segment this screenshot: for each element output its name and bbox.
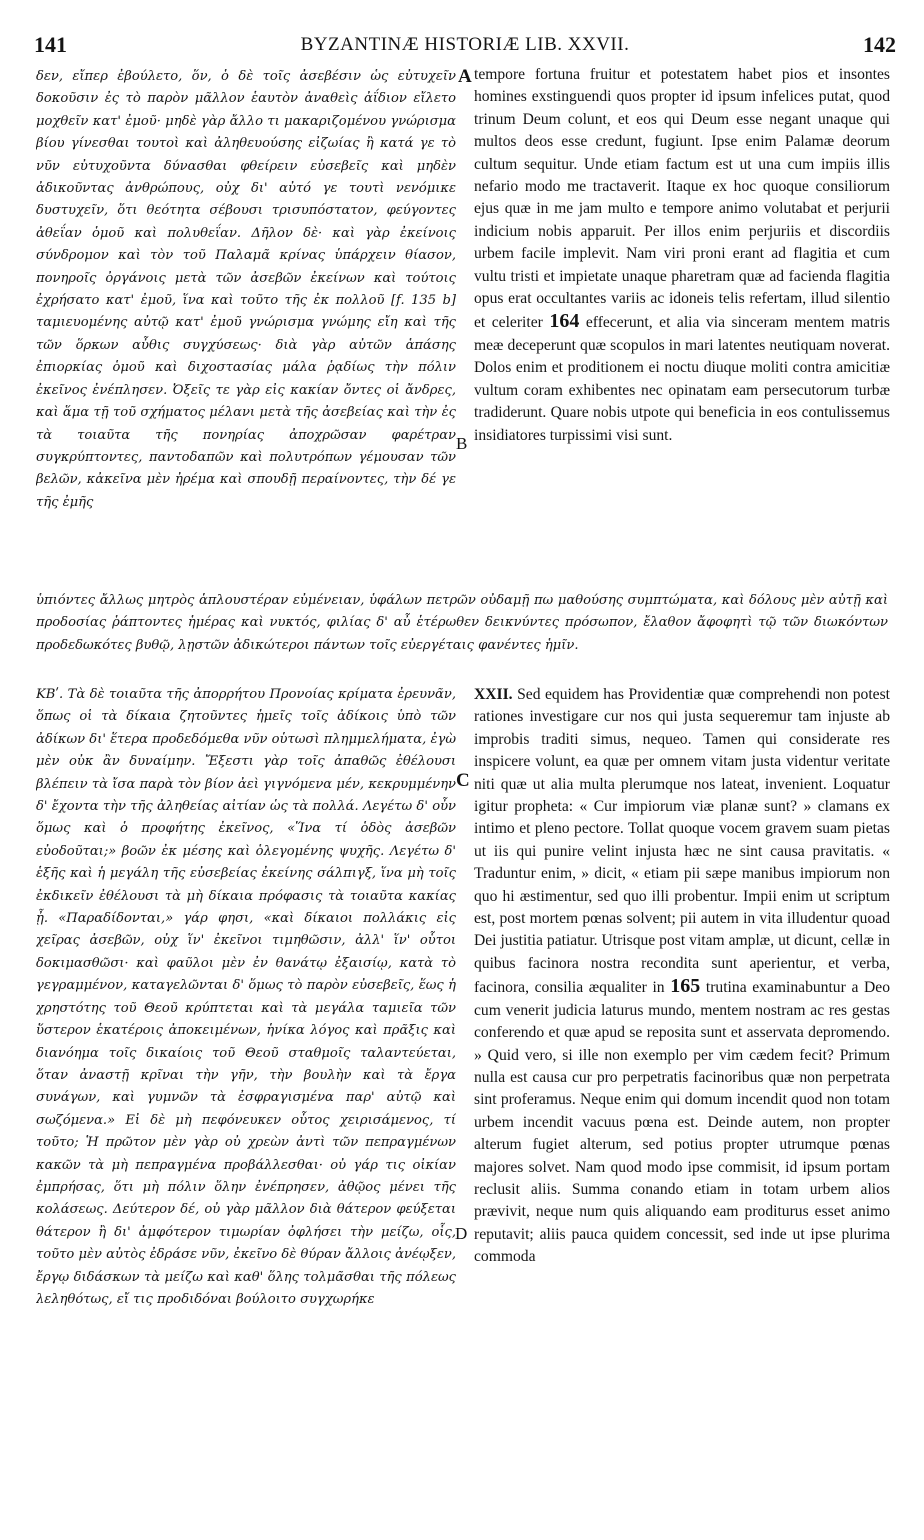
greek-text-span: ὑπιόντες ἄλλως μητρὸς ἁπλουστέραν εὐμένειαν, ὑφάλων πετρῶν οὐδαμῇ πω μαθούσης συμπτώματα, καὶ δόλους μὲν αὐτῇ καὶ προδοσίας ῥάπτοντες ἡμέρας καὶ νυκτός, φιλίας δ' αὖ ἑτέρωθεν δεικνύντες πρόσωπον, ἔλαθον ἄφοφητὶ τῷ τῶν διωκόντων προδεδωκότες βυθῷ, λῃστῶν ἀδικώτεροι πάντων τοῖς εὐεργέταις φανέντες ἡμῖν. xyxy=(36,593,888,653)
margin-page-number-165: 165 xyxy=(670,975,701,998)
latin-text-top-part1: tempore fortuna fruitur et potestatem habet pios et insontes homines exstinguendi quos propter id ipsum infelices putat, quod trinum Deum colunt, et eos qui Deum esse negant unaque qui multos deos esse credunt, fugiunt. Ipse enim Palamæ deorum cultum sequitur. Unde etiam factum est ut una cum impiis illis nefario modo me tractaverit. Itaque ex hoc quoque consiliorum ejus quæ in me jam multo e tempore animo volutabat et perjurii indicium nobis apparuit. Per illos enim perjuriis et discordiis urbem facile implevit. Nam viri proni erant ad flagitia et cum vultu tristi et impietate unaque pharetram quæ ad facienda flagitia opus erat occultantes variis ac idoneis telis refertam, illud silentio et celeriter xyxy=(474,66,890,332)
latin-text-top xyxy=(474,64,890,447)
latin-text-bottom xyxy=(474,684,890,1269)
greek-text-bottom: ΚΒʹ. Τὰ δὲ τοιαῦτα τῆς ἀπορρήτου Προνοίας κρίματα ἐρευνᾶν, ὅπως οἱ τὰ δίκαια ζητοῦντες ἡμεῖς τοῖς ἀδίκοις ὑπὸ τῶν ἀδίκων δι' ἕτερα προδεδόμεθα νῦν οὑτωσὶ πλημμελήματα, ἐγὼ μὲν οὐκ ἂν δυναίμην. Ἔξεστι γὰρ τοῖς ἀπαθῶς ἐθέλουσι βλέπειν τὰ ἴσα παρὰ τὸν βίον ἀεὶ γιγνόμενα μέν, κεκρυμμένην δ' ἔχοντα τὴν τῆς ἀληθείας αἰτίαν ὡς τὰ πολλά. Λεγέτω δ' οὖν ὅμως καὶ ὁ προφήτης ἐκεῖνος, «Ἵνα τί ὁδὸς ἀσεβῶν εὐοδοῦται;» βοῶν ἐκ μέσης καὶ ὁλεγομένης ψυχῆς. Λεγέτω δ' ἑξῆς καὶ ἡ μεγάλη τῆς εὐσεβείας ἐκείνης σάλπιγξ, ἵνα μὴ τοῖς ἐκδικεῖν ἐθέλουσι τὰ μὴ δίκαια πρόφασις τὰ τοιαῦτα κακίας ᾖ. «Παραδίδονται,» γάρ φησι, «καὶ δίκαιοι πολλάκις εἰς χεῖρας ἀσεβῶν, οὐχ ἵν' ἐκεῖνοι τιμηθῶσιν, ἀλλ' ἵν' οὗτοι δοκιμασθῶσι· καὶ φαῦλοι μὲν ἐν θανάτῳ ἐξαισίῳ, κατὰ τὸ γεγραμμένον, καταγελῶνται δ' ὅμως τὸ παρὸν εὐσεβεῖς, ἕως ἡ χρηστότης τοῦ Θεοῦ κρύπτεται καὶ τὰ μεγάλα ταμιεῖα τῶν ὕστερον ἑκατέροις ἀποκειμένων, ἡνίκα λόγος καὶ πρᾶξις καὶ διανόημα τοῖς δικαίοις τοῦ Θεοῦ σταθμοῖς ταλαντεύεται, ὅταν ἀναστῇ κρῖναι τὴν γῆν, τὴν βουλὴν καὶ τὰ ἔργα συνάγων, καὶ γυμνῶν τὰ ἐσφραγισμένα παρ' αὐτῷ καὶ σωζόμενα.» Εἰ δὲ μὴ πεφόνευκεν οὗτος χειρισάμενος, τί τοῦτο; Ἡ πρῶτον μὲν γὰρ οὐ χρεὼν ἀντὶ τῶν πεπραγμένων κακῶν τὰ μὴ πεπραγμένα προβάλλεσθαι· οὐ γάρ τις οἰκίαν ἐμπρήσας, ὅτι μὴ πόλιν ὅλην ἐνέπρησεν, ἀθῷος μένει τῆς κολάσεως. Δεύτερον δέ, οὐ γὰρ μᾶλλον διὰ θάτερον φεύξεται θάτερον ἢ δι' ἀμφότερον τιμωρίαν ὀφλήσει τὴν μείζω, οἷς, τοῦτο μὲν αὐτὸς ἐδράσε νῦν, ἐκεῖνο δὲ θύραν ἄλλοις ἀνέῳξεν, ἔργῳ διδάσκων τὰ μείζω καὶ καθ' ὅλης τολμᾶσθαι τῆς πόλεως λεληθότως, εἴ τις προδιδόναι βούλοιτο συγχωρήκε xyxy=(36,687,456,1307)
page-number-left: 141 xyxy=(34,32,67,57)
latin-column-bottom xyxy=(474,684,890,1520)
margin-page-number-164: 164 xyxy=(549,310,580,333)
margin-marker-c: C xyxy=(456,770,470,791)
running-title: BYZANTINÆ HISTORIÆ LIB. XXVII. xyxy=(300,34,630,55)
running-header xyxy=(34,32,896,62)
page-number-right: 142 xyxy=(863,32,896,57)
greek-text-top: δεν, εἴπερ ἐβούλετο, ὅν, ὁ δὲ τοῖς ἀσεβέσιν ὡς εὐτυχεῖν δοκοῦσιν ἐς τὸ παρὸν μᾶλλον ἑαυτὸν ἀναθεὶς ἀΐδιον εἴλετο μοχθεῖν κατ' ἐμοῦ· μηδὲ γὰρ ἄλλο τι μακαριζομένου γνώρισμα βίου γίνεσθαι τουτοὶ καὶ ἀληθευούσης εἰζωίας ἢ κατά γε τὸ νῦν εὐτυχοῦντα δύνασθαι φθείρειν εὐσεβεῖς καὶ μηδὲν ἀδικοῦντας ἀνθρώπους, οὐχ δι' αὐτό γε τουτὶ νενόμικε δυστυχεῖν, ὅτι θεότητα σέβουσι τρισυπόστατον, φεύγοντες ἀθεΐαν ὁμοῦ καὶ πολυθεΐαν. Δῆλον δὲ· καὶ γὰρ ἐκείνοις σύνδρομον καὶ τὸν τοῦ Παλαμᾶ κρίνας ὑπάρχειν θίασον, πονηροῖς ὀργάνοις μετὰ τῶν ἀσεβῶν ἐκείνων καὶ τούτοις ἐχρήσατο κατ' ἐμοῦ, ἵνα καὶ τοῦτο τῆς ἐκ πολλοῦ [f. 135 b] ταμιευομένης αὐτῷ κατ' ἐμοῦ γνώρισμα γνώμης εἴη καὶ τῆς τῶν ὅρκων αὖθις συγχύσεως· διὰ γὰρ αὐτῶν ἁπάσης ἐπιορκίας ὁμοῦ καὶ διχοστασίας μάλα ῥᾳδίως τὴν πόλιν ἐκεῖνος ἐνέπλησεν. Ὀξεῖς τε γὰρ εἰς κακίαν ὄντες οἱ ἄνδρες, καὶ ἅμα τῇ τοῦ σχήματος μέλανι μετὰ τῆς ἀσεβείας καὶ τὴν ἐς τὰ τοιαῦτα τῆς πονηρίας ἀποχρῶσαν φαρέτραν συγκρύπτοντες, παντοδαπῶν καὶ πολυτρόπων γέμουσαν τῶν βελῶν, κἀκεῖνα μὲν ἠρέμα καὶ σπουδῇ περαίνοντες, τὴν δέ γε τῆς ἐμῆς xyxy=(36,69,456,510)
margin-marker-b: B xyxy=(456,434,468,453)
greek-full-width-passage xyxy=(36,590,888,680)
section-heading-xxii: XXII. xyxy=(474,686,513,703)
greek-column-top xyxy=(36,66,456,580)
latin-column-top xyxy=(474,64,890,584)
margin-marker-d: D xyxy=(455,1224,468,1243)
latin-text-bottom-part1: Sed equidem has Providentiæ quæ comprehendi non potest rationes investigare cur nos qui justa sequeremur tam injuste ab improbis traditi simus, nequeo. Tamen qui considerate res inspicere volunt, ea quæ per omnem vitam justa videntur veritate niti quæ ut alia multa plerumque nos lateat, invenient. Loquatur igitur propheta: « Cur impiorum viæ planæ sunt? » clamans ex intimo et pleno pectore. Tollat quoque vocem gravem suam pietas ut iis qui punire velint injusta hæc ne sint causa pravitatis. « Traduntur enim, » dicit, « etiam pii sæpe manibus impiorum non quo hi æstimentur, sed quo illi probentur. Impii enim ut scriptum est, post mortem pœnas solvent; pii autem in vita illudentur quoad Dei justitia patiatur. Utrisque post vitam amplæ, ut dicunt, cellæ in quibus facinora nostra recondita sunt aperientur, et verba, facinora, consilia æqualiter in xyxy=(474,686,890,997)
latin-text-bottom-part2: trutina examinabuntur a Deo cum venerit judicia laturus mundo, mentem nostram ac res gestas conferendo et quæ apud se reposita sunt et asservata depromendo. » Quid vero, si ille non exemplo per vim cædem fecit? Primum nulla est causa cur pro perpetratis facinoribus quæ non perpetrata sint proferamus. Neque enim qui domum incendit quod non totam urbem incendit vacuus pœna est. Deinde autem, non propter alterum fugiet alterum, sed potius propter utrumque pœnas majores solvet. Nam quod modo ipse commisit, id ipsum portam reclusit aliis. Summa conando etiam in totam urbem alios prævivit, neque num quis aliquando eam proditurus esset animo reputavit; aliis pauca quidem concessit, sed inde ut ipse plurima commoda xyxy=(474,979,890,1266)
latin-text-top-part2: effecerunt, et alia via sinceram mentem matris meæ deceperunt quæ scopulos in mari latentes neutiquam noverat. Dolos enim et proditionem ei noctu diuque moliti contra amicitiæ vultum coram exhibentes nec opinatam eam persecutorum turbæ tradiderunt. Quare nobis utpote qui beneficia in eos contulissemus insidiatores turpissimi visi sunt. xyxy=(474,314,890,444)
greek-column-bottom xyxy=(36,684,456,1520)
margin-marker-a: A xyxy=(458,66,472,87)
